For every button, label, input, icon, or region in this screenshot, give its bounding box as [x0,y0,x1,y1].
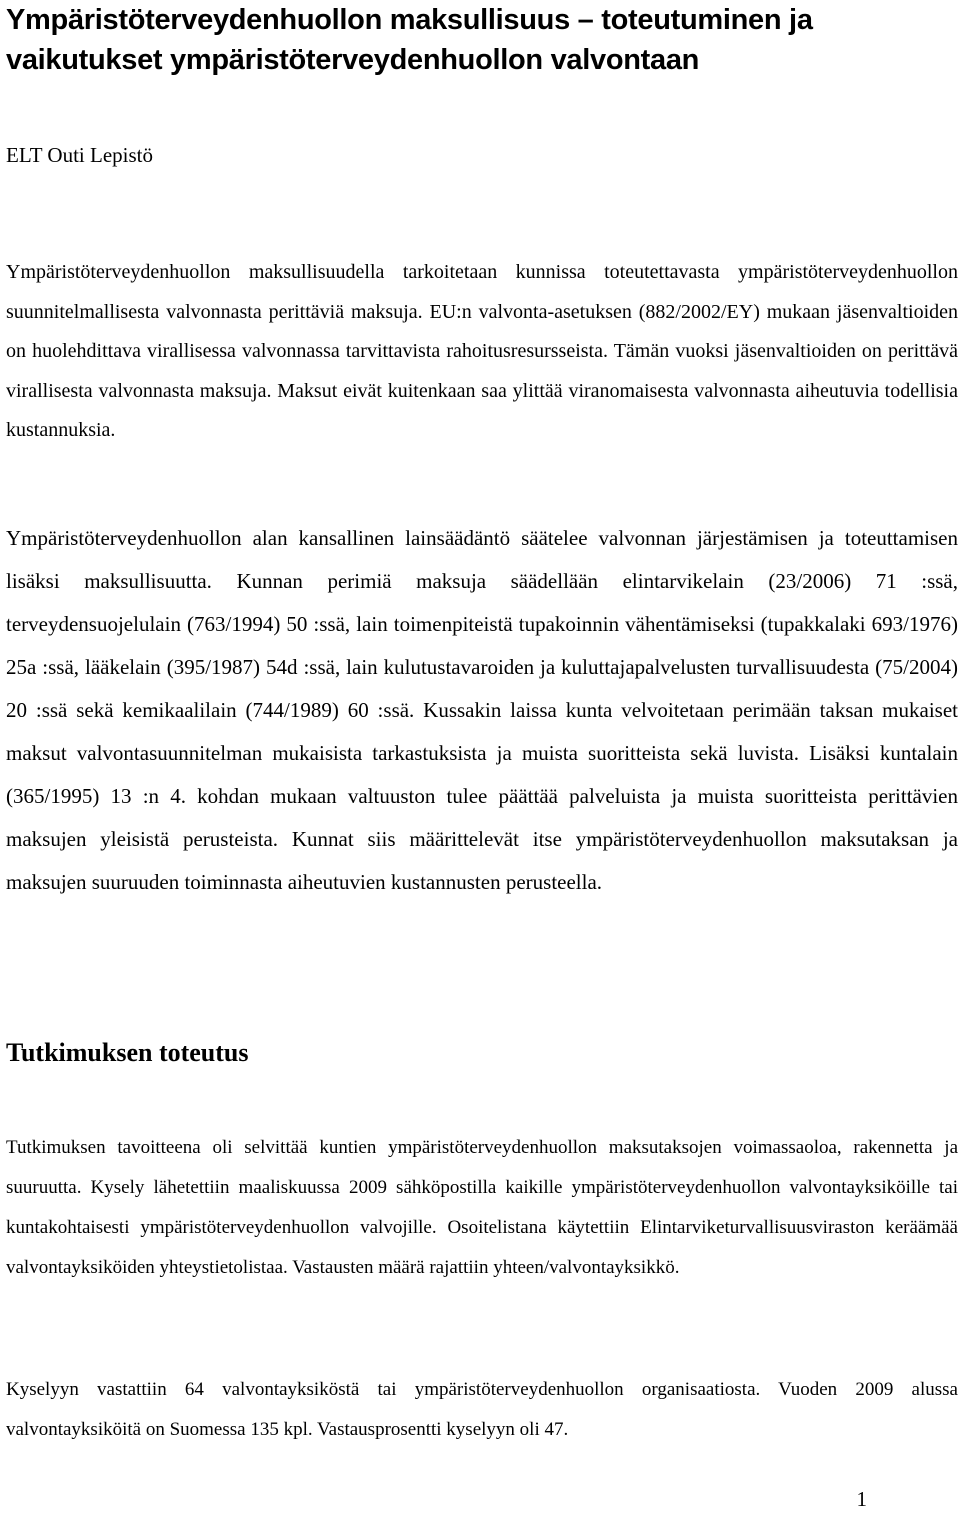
author-line: ELT Outi Lepistö [6,143,153,167]
paragraph-intro: Ympäristöterveydenhuollon maksullisuudella tarkoitetaan kunnissa toteutettavasta ympäristöterveydenhuollon suunnitelmallisesta valvonnasta perittäviä maksuja. EU:n valvonta-asetuksen (882/2002/EY) mukaan jäsenvaltioiden on huolehdittava virallisessa valvonnassa tarvittavista rahoitusresursseista. Tämän vuoksi jäsenvaltioiden on perittävä virallisesta valvonnasta maksuja. Maksut eivät kuitenkaan saa ylittää viranomaisesta valvonnasta aiheutuvia todellisia kustannuksia. [6,261,958,441]
section-heading: Tutkimuksen toteutus [6,1038,249,1067]
paragraph-study-response: Kyselyyn vastattiin 64 valvontayksiköstä tai ympäristöterveydenhuollon organisaatiosta. Vuoden 2009 alussa valvontayksiköitä on Suomessa 135 kpl. Vastausprosentti kyselyyn oli 47. [6,1379,958,1440]
paragraph-legislation: Ympäristöterveydenhuollon alan kansallinen lainsäädäntö säätelee valvonnan järjestämisen ja toteuttamisen lisäksi maksullisuutta. Kunnan perimiä maksuja säädellään elintarvikelain (23/2006) 71 :ssä, terveydensuojelulain (763/1994) 50 :ssä, lain toimenpiteistä tupakoinnin vähentämiseksi (tupakkalaki 693/1976) 25a :ssä, lääkelain (395/1987) 54d :ssä, lain kulutustavaroiden ja kuluttajapalvelusten turvallisuudesta (75/2004) 20 :ssä sekä kemikaalilain (744/1989) 60 :ssä. Kussakin laissa kunta velvoitetaan perimään taksan mukaiset maksut valvontasuunnitelman mukaisista tarkastuksista ja muista suoritteista sekä luvista. Lisäksi kuntalain (365/1995) 13 :n 4. kohdan mukaan valtuuston tulee päättää palveluista ja muista suoritteista perittävien maksujen yleisistä perusteista. Kunnat siis määrittelevät itse ympäristöterveydenhuollon maksutaksan ja maksujen suuruuden toiminnasta aiheutuvien kustannusten perusteella. [6,526,958,894]
document-title: Ympäristöterveydenhuollon maksullisuus – toteutuminen ja vaikutukset ympäristöterveydenhuollon valvontaan [6,4,813,76]
paragraph-study-method: Tutkimuksen tavoitteena oli selvittää kuntien ympäristöterveydenhuollon maksutaksojen voimassaoloa, rakennetta ja suuruutta. Kysely lähetettiin maaliskuussa 2009 sähköpostilla kaikille ympäristöterveydenhuollon valvontayksiköille tai kuntakohtaisesti ympäristöterveydenhuollon valvojille. Osoitelistana käytettiin Elintarviketurvallisuusviraston keräämää valvontayksiköiden yhteystietolistaa. Vastausten määrä rajattiin yhteen/valvontayksikkö. [6,1137,958,1278]
page-number: 1 [856,1487,867,1511]
